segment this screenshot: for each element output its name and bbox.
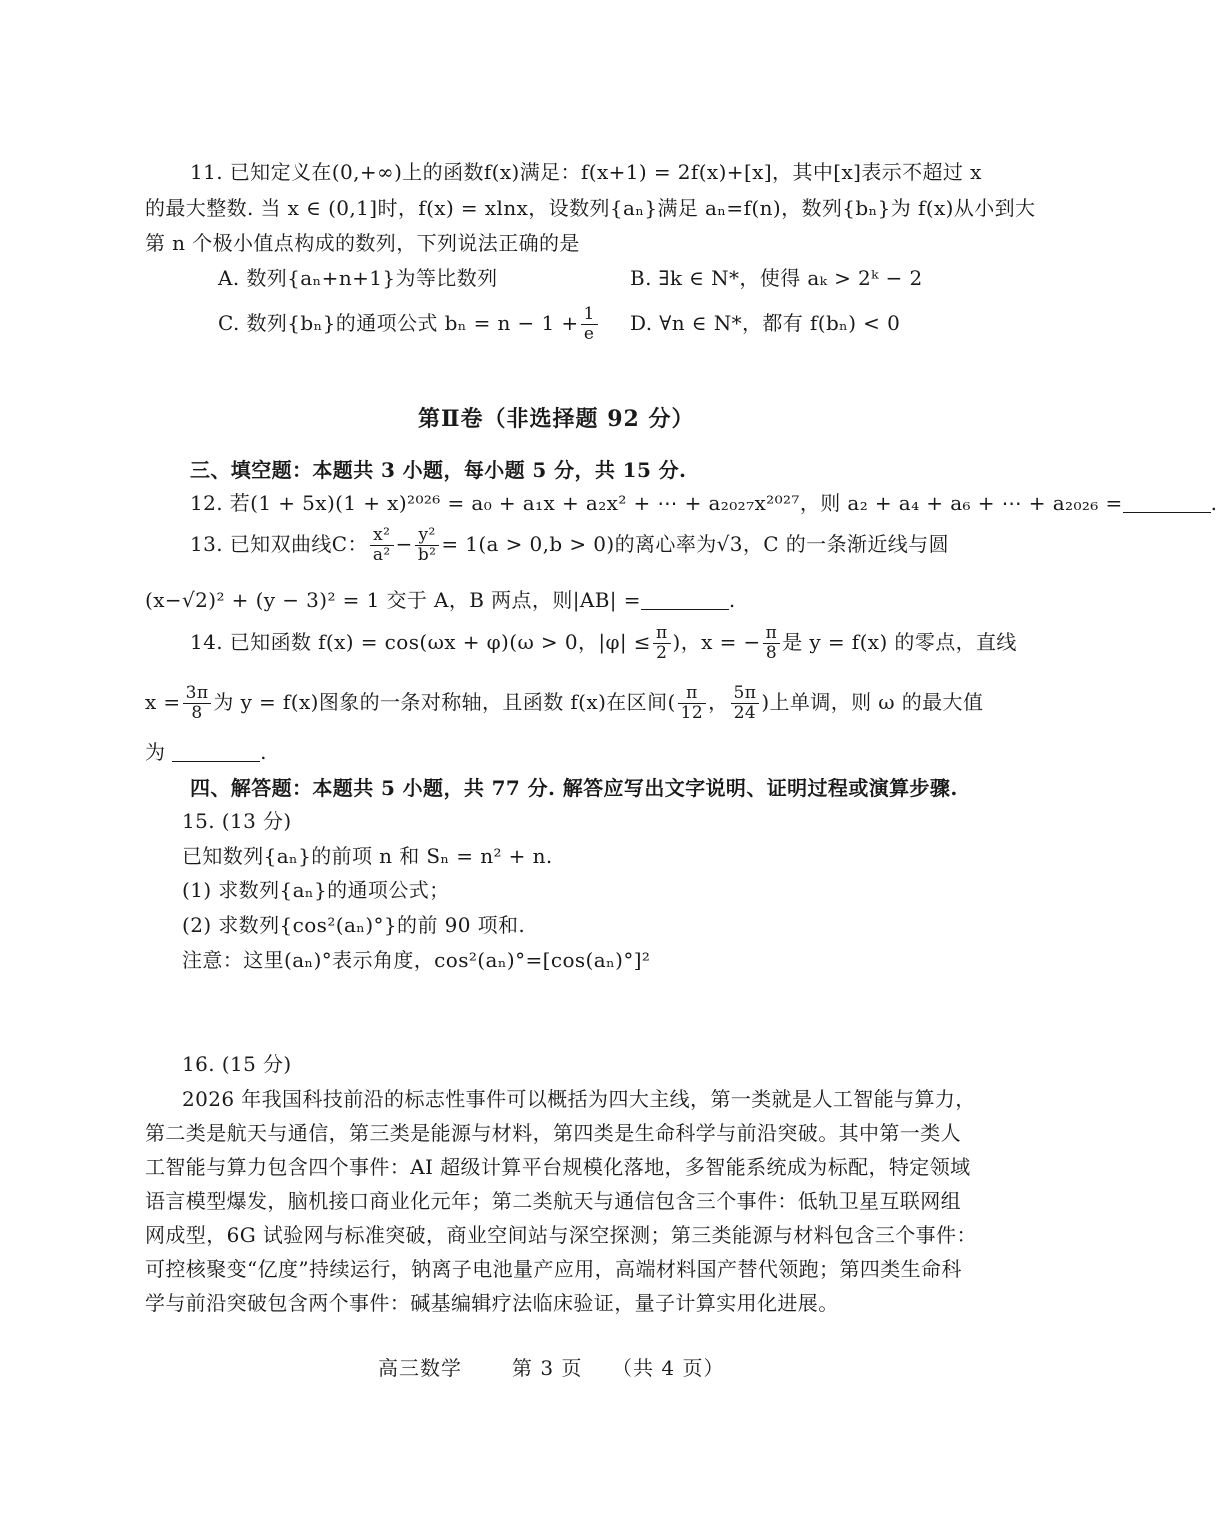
q14-pre: 14. 已知函数 f(x) = cos(ωx + φ)(ω > 0，|φ| ≤ — [190, 630, 651, 654]
q14-line2 — [145, 684, 983, 723]
footer-page: 第 3 页 — [512, 1356, 583, 1380]
footer-total: （共 4 页） — [612, 1356, 725, 1380]
section3-heading: 三、填空题：本题共 3 小题，每小题 5 分，共 15 分. — [190, 458, 687, 482]
q13-line1 — [190, 526, 949, 565]
q13-minus: − — [395, 532, 413, 556]
q16-line2: 第二类是航天与通信，第三类是能源与材料，第四类是生命科学与前沿突破。其中第一类人 — [145, 1121, 961, 1145]
q11-option-d: D. ∀n ∈ N*，都有 f(bₙ) < 0 — [630, 311, 901, 335]
q13-answer-blank — [641, 589, 729, 610]
q16-line4: 语言模型爆发，脑机接口商业化元年；第二类航天与通信包含三个事件：低轨卫星互联网组 — [145, 1189, 961, 1213]
q16-line1: 2026 年我国科技前沿的标志性事件可以概括为四大主线，第一类就是人工智能与算力， — [182, 1087, 976, 1111]
q14-comma: ， — [708, 690, 729, 714]
q16-line5: 网成型，6G 试验网与标准突破，商业空间站与深空探测；第三类能源与材料包含三个事件： — [145, 1223, 977, 1247]
q16-line6: 可控核聚变“亿度”持续运行，钠离子电池量产应用，高端材料国产替代领跑；第四类生命科 — [145, 1257, 962, 1281]
q16-line7: 学与前沿突破包含两个事件：碱基编辑疗法临床验证，量子计算实用化进展。 — [145, 1291, 839, 1315]
q13-pre: 13. 已知双曲线C： — [190, 532, 368, 556]
q13-line2 — [145, 586, 736, 614]
q11-option-c-text: C. 数列{bₙ}的通项公式 bₙ = n − 1 + — [218, 311, 579, 335]
fraction-5pi-24: $\frac{5\pi}{24}$ — [731, 684, 760, 723]
fraction-y2-b2: $\frac{\text{y²}}{\text{b²}}$ — [415, 526, 440, 565]
q14-line3-text: 为 — [145, 740, 166, 764]
q13-period: . — [728, 588, 736, 612]
q14-period: . — [260, 740, 267, 764]
fraction-pi-12: $\frac{\pi}{12}$ — [678, 684, 706, 723]
q15-line2: (1) 求数列{aₙ}的通项公式； — [182, 878, 450, 902]
q14-line1 — [190, 624, 1017, 663]
q14-l2-mid: 为 y = f(x)图象的一条对称轴，且函数 f(x)在区间( — [213, 690, 676, 714]
q11-option-b: B. ∃k ∈ N*，使得 aₖ > 2ᵏ − 2 — [630, 266, 923, 290]
q12-period: . — [1210, 491, 1217, 515]
q12-text — [190, 489, 1217, 517]
q15-line1: 已知数列{aₙ}的前项 n 和 Sₙ = n² + n. — [182, 844, 553, 868]
fraction-1-over-e: $\frac{1}{e}$ — [581, 305, 598, 344]
q11-option-c — [218, 305, 600, 344]
fraction-pi-8: $\frac{\pi}{8}$ — [763, 624, 781, 663]
q15-line4: 注意：这里(aₙ)°表示角度，cos²(aₙ)°=[cos(aₙ)°]² — [182, 948, 651, 972]
q16-head: 16. (15 分) — [182, 1052, 292, 1076]
q13-post: = 1(a > 0,b > 0)的离心率为√3，C 的一条渐近线与圆 — [441, 532, 949, 556]
section4-heading: 四、解答题：本题共 5 小题，共 77 分. 解答应写出文字说明、证明过程或演算步骤. — [190, 776, 958, 800]
q12-statement: 12. 若(1 + 5x)(1 + x)²⁰²⁶ = a₀ + a₁x + a₂x² + ⋯ + a₂₀₂₇x²⁰²⁷，则 a₂ + a₄ + a₆ + ⋯ + a₂₀₂₆ = — [190, 491, 1123, 515]
fraction-3pi-8: $\frac{3\pi}{8}$ — [183, 684, 212, 723]
fraction-x2-a2: $\frac{\text{x²}}{\text{a²}}$ — [370, 526, 394, 565]
q14-mid1: )，x = − — [672, 630, 761, 654]
q11-line3: 第 n 个极小值点构成的数列，下列说法正确的是 — [145, 231, 580, 255]
fraction-pi-2: $\frac{\pi}{2}$ — [653, 624, 671, 663]
q14-mid2: 是 y = f(x) 的零点，直线 — [782, 630, 1017, 654]
q14-line3 — [145, 738, 267, 766]
footer-subject: 高三数学 — [378, 1356, 462, 1380]
q14-l2-post: )上单调，则 ω 的最大值 — [761, 690, 984, 714]
q14-l2-pre: x = — [145, 690, 181, 714]
q11-line1: 11. 已知定义在(0,+∞)上的函数f(x)满足：f(x+1) = 2f(x)+[x]，其中[x]表示不超过 x — [190, 160, 982, 184]
part2-title: 第Ⅱ卷（非选择题 92 分） — [418, 406, 695, 432]
q11-line2: 的最大整数. 当 x ∈ (0,1]时，f(x) = xlnx，设数列{aₙ}满足 aₙ=f(n)，数列{bₙ}为 f(x)从小到大 — [145, 196, 1036, 220]
q14-answer-blank — [172, 741, 260, 762]
q11-option-a: A. 数列{aₙ+n+1}为等比数列 — [218, 266, 498, 290]
q16-line3: 工智能与算力包含四个事件：AI 超级计算平台规模化落地，多智能系统成为标配，特定领域 — [145, 1155, 971, 1179]
q15-line3: (2) 求数列{cos²(aₙ)°}的前 90 项和. — [182, 913, 526, 937]
q15-head: 15. (13 分) — [182, 809, 292, 833]
q13-line2-text: (x−√2)² + (y − 3)² = 1 交于 A，B 两点，则|AB| = — [145, 588, 641, 612]
q12-answer-blank — [1123, 492, 1211, 513]
